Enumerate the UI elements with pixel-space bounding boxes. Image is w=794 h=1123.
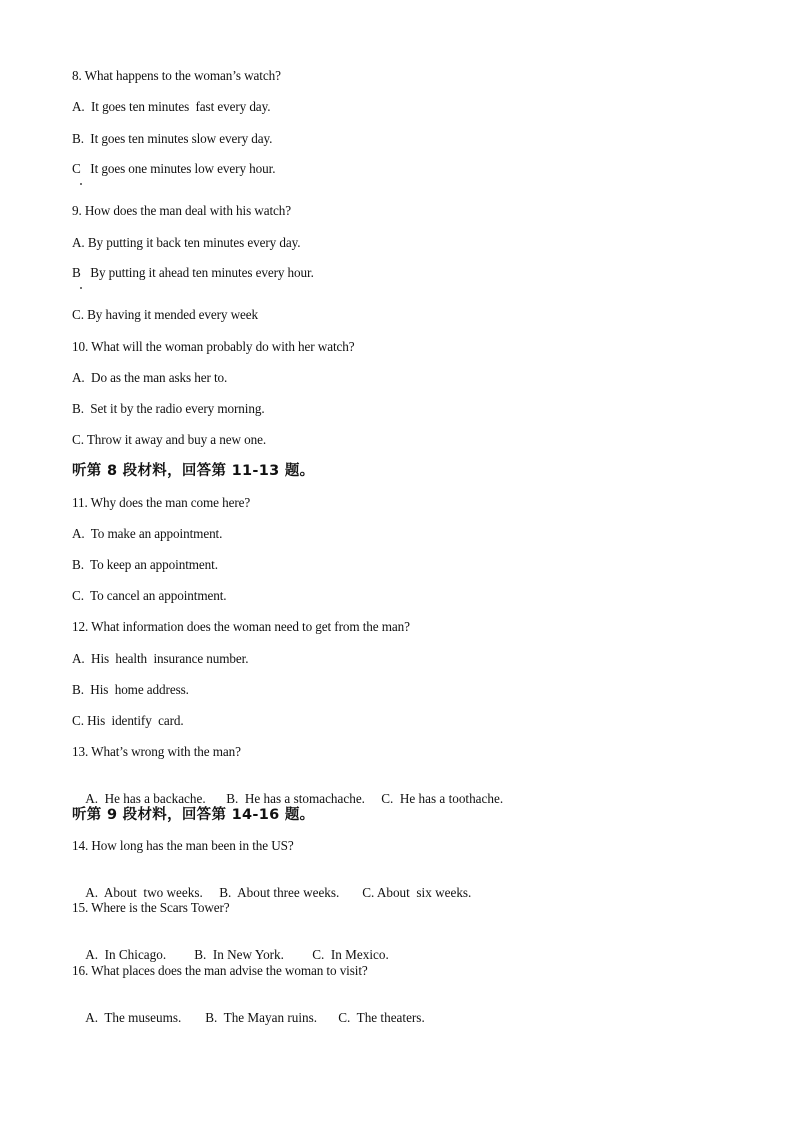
q11-option-c: C. To cancel an appointment. [72, 588, 227, 603]
question-14: 14. How long has the man been in the US? [72, 838, 294, 853]
q9-option-a: A. By putting it back ten minutes every day. [72, 235, 301, 250]
question-15: 15. Where is the Scars Tower? [72, 900, 230, 915]
question-11: 11. Why does the man come here? [72, 495, 251, 510]
question-16: 16. What places does the man advise the woman to visit? [72, 963, 368, 978]
q14-option-c: C. About six weeks. [362, 885, 472, 900]
q13-option-c: C. He has a toothache. [381, 791, 504, 806]
q10-option-b: B. Set it by the radio every morning. [72, 401, 265, 416]
q9-option-b: B By putting it ahead ten minutes every hour. [72, 265, 314, 280]
q12-option-a: A. His health insurance number. [72, 651, 249, 666]
q16-option-b: B. The Mayan ruins. [205, 1010, 318, 1025]
question-8: 8. What happens to the woman’s watch? [72, 68, 281, 83]
q13-option-b: B. He has a stomachache. [226, 791, 365, 806]
q10-option-c: C. Throw it away and buy a new one. [72, 432, 267, 447]
q12-option-c: C. His identify card. [72, 713, 184, 728]
q9-option-c: C. By having it mended every week [72, 307, 259, 322]
section-heading-9: 听第 9 段材料，回答第 14-16 题。 [72, 807, 315, 823]
q15-option-a: A. In Chicago. [85, 947, 167, 962]
question-10: 10. What will the woman probably do with her watch? [72, 339, 355, 354]
q11-option-b: B. To keep an appointment. [72, 557, 218, 572]
q15-option-c: C. In Mexico. [312, 947, 389, 962]
section-heading-8: 听第 8 段材料，回答第 11-13 题。 [72, 463, 315, 479]
q14-option-a: A. About two weeks. [85, 885, 203, 900]
q8-option-b: B. It goes ten minutes slow every day. [72, 131, 273, 146]
question-13: 13. What’s wrong with the man? [72, 744, 241, 759]
q13-option-a: A. He has a backache. [85, 791, 206, 806]
q16-option-a: A. The museums. [85, 1010, 182, 1025]
q12-option-b: B. His home address. [72, 682, 189, 697]
question-9: 9. How does the man deal with his watch? [72, 203, 292, 218]
q16-options [72, 994, 425, 1042]
q14-option-b: B. About three weeks. [219, 885, 340, 900]
q11-option-a: A. To make an appointment. [72, 526, 223, 541]
q15-option-b: B. In New York. [194, 947, 284, 962]
question-12: 12. What information does the woman need to get from the man? [72, 619, 410, 634]
q10-option-a: A. Do as the man asks her to. [72, 370, 228, 385]
stray-dot [80, 183, 82, 185]
q8-option-c: C It goes one minutes low every hour. [72, 161, 276, 176]
q8-option-a: A. It goes ten minutes fast every day. [72, 99, 271, 114]
stray-dot [80, 287, 82, 289]
q16-option-c: C. The theaters. [338, 1010, 425, 1025]
